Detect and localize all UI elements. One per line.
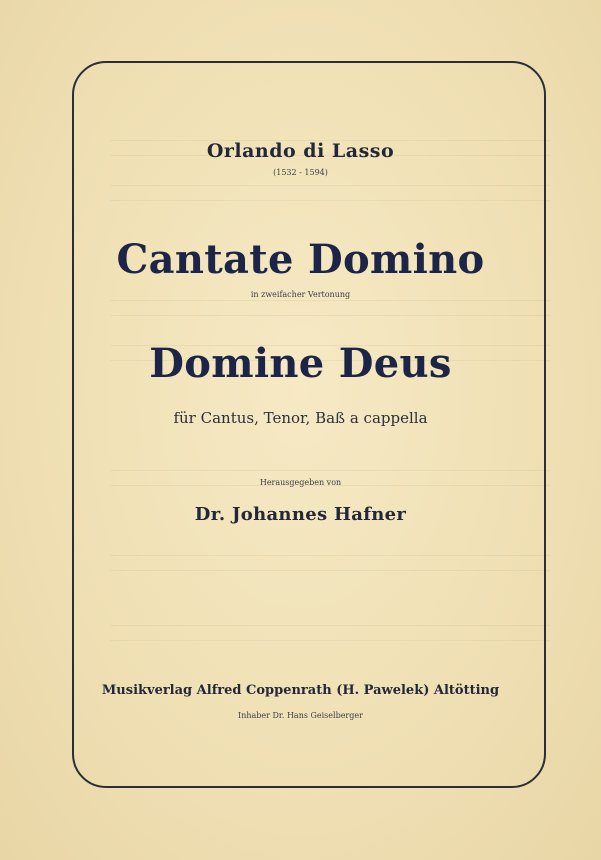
publisher-name: Musikverlag Alfred Coppenrath (H. Pawelek) Altötting bbox=[101, 683, 500, 698]
composer-name: Orlando di Lasso bbox=[206, 140, 395, 162]
composer-dates: (1532 - 1594) bbox=[273, 168, 328, 177]
voicing-text: für Cantus, Tenor, Baß a cappella bbox=[173, 409, 428, 427]
editor-label: Herausgegeben von bbox=[259, 478, 342, 487]
publisher-owner: Inhaber Dr. Hans Geiselberger bbox=[238, 711, 363, 720]
title-domine-deus: Domine Deus bbox=[149, 340, 452, 387]
editor-name: Dr. Johannes Hafner bbox=[194, 504, 407, 525]
title-cantate-domino: Cantate Domino bbox=[116, 236, 485, 283]
title-subtitle: in zweifacher Vertonung bbox=[250, 290, 351, 299]
